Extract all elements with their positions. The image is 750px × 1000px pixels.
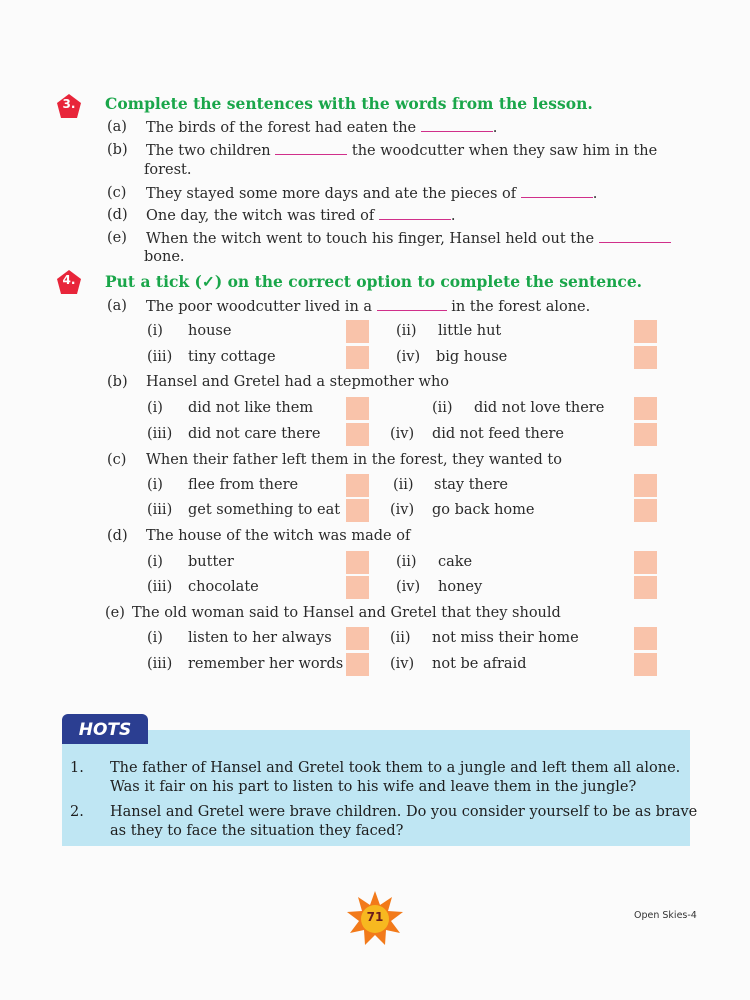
book-title: Open Skies-4	[634, 910, 697, 921]
tick-box[interactable]	[346, 499, 369, 522]
page-number: 71	[366, 910, 384, 924]
hots-item-1-line-2: Was it fair on his part to listen to his wife and leave them in the jungle?	[110, 779, 637, 795]
tick-box[interactable]	[634, 653, 657, 676]
option-label: (i)	[147, 323, 163, 339]
question-4-heading: Put a tick (✓) on the correct option to complete the sentence.	[105, 272, 643, 291]
option-label: (iii)	[147, 426, 173, 442]
tick-box[interactable]	[634, 320, 657, 343]
q4-item-e-stem: The old woman said to Hansel and Gretel that they should	[132, 605, 561, 621]
q3-item-a-label: (a)	[107, 119, 127, 135]
hots-item-2-line-1: Hansel and Gretel were brave children. Do you consider yourself to be as brave	[110, 804, 698, 820]
hots-item-2-line-2: as they to face the situation they faced?	[110, 823, 404, 839]
option-text: go back home	[432, 502, 535, 518]
option-text: butter	[188, 554, 234, 570]
option-text: listen to her always	[188, 630, 332, 646]
option-text: did not love there	[474, 400, 605, 416]
tick-box[interactable]	[634, 474, 657, 497]
option-text: stay there	[434, 477, 508, 493]
option-text: not miss their home	[432, 630, 579, 646]
option-text: flee from there	[188, 477, 299, 493]
option-label: (iii)	[147, 579, 173, 595]
tick-box[interactable]	[634, 397, 657, 420]
option-text: house	[188, 323, 232, 339]
option-label: (i)	[147, 630, 163, 646]
q4-item-d-label: (d)	[107, 528, 128, 544]
q4-item-a-stem-text: The poor woodcutter lived in a	[146, 299, 373, 315]
question-4-badge	[56, 269, 82, 295]
option-label: (i)	[147, 554, 163, 570]
option-text: tiny cottage	[188, 349, 276, 365]
option-text: did not like them	[188, 400, 314, 416]
answer-blank[interactable]	[421, 119, 493, 132]
hots-item-1-number: 1.	[70, 760, 84, 776]
q3-item-e	[146, 230, 671, 247]
option-label: (ii)	[393, 477, 414, 493]
option-text: remember her words	[188, 656, 344, 672]
q3-item-e-cont: bone.	[144, 249, 185, 265]
tick-box[interactable]	[634, 423, 657, 446]
q4-item-b-label: (b)	[107, 374, 128, 390]
question-3-number: 3.	[62, 97, 76, 111]
hots-tab	[62, 714, 148, 744]
option-label: (iii)	[147, 349, 173, 365]
q3-item-b-cont: forest.	[144, 162, 192, 178]
tick-box[interactable]	[346, 397, 369, 420]
answer-blank[interactable]	[599, 230, 671, 243]
option-text: honey	[438, 579, 483, 595]
hots-title: HOTS	[78, 720, 132, 740]
q3-item-d-label: (d)	[107, 207, 128, 223]
option-text: get something to eat	[188, 502, 341, 518]
option-label: (ii)	[390, 630, 411, 646]
q3-item-b	[146, 142, 657, 159]
tick-box[interactable]	[346, 576, 369, 599]
question-3-badge	[56, 93, 82, 119]
tick-box[interactable]	[346, 474, 369, 497]
option-label: (ii)	[396, 323, 417, 339]
tick-box[interactable]	[346, 627, 369, 650]
tick-box[interactable]	[346, 551, 369, 574]
tick-box[interactable]	[634, 576, 657, 599]
q3-item-e-text: When the witch went to touch his finger, Hansel held out the	[146, 231, 595, 247]
answer-blank[interactable]	[377, 298, 447, 311]
option-label: (iv)	[390, 502, 415, 518]
option-label: (iv)	[396, 579, 421, 595]
q3-item-d-text: One day, the witch was tired of	[146, 208, 375, 224]
q4-item-a-stem-text-2: in the forest alone.	[451, 299, 591, 315]
option-text: did not feed there	[432, 426, 564, 442]
q4-item-c-label: (c)	[107, 452, 127, 468]
q3-item-e-label: (e)	[107, 230, 127, 246]
tick-box[interactable]	[634, 499, 657, 522]
q4-item-d-stem: The house of the witch was made of	[146, 528, 411, 544]
answer-blank[interactable]	[275, 142, 347, 155]
option-label: (i)	[147, 400, 163, 416]
option-label: (iv)	[396, 349, 421, 365]
tick-box[interactable]	[634, 346, 657, 369]
option-label: (iii)	[147, 502, 173, 518]
answer-blank[interactable]	[521, 185, 593, 198]
page-number-badge	[346, 890, 404, 948]
question-3-heading: Complete the sentences with the words from the lesson.	[105, 94, 593, 113]
q4-item-a-label: (a)	[107, 298, 127, 314]
q3-item-b-text: The two children	[146, 143, 271, 159]
tick-box[interactable]	[634, 627, 657, 650]
q3-item-c-label: (c)	[107, 185, 127, 201]
option-label: (iii)	[147, 656, 173, 672]
option-text: little hut	[438, 323, 502, 339]
q3-item-c-text: They stayed some more days and ate the pieces of	[146, 186, 517, 202]
q4-item-e-label: (e)	[105, 605, 125, 621]
tick-box[interactable]	[346, 653, 369, 676]
hots-item-2-number: 2.	[70, 804, 84, 820]
q3-item-b-label: (b)	[107, 142, 128, 158]
answer-blank[interactable]	[379, 207, 451, 220]
q3-item-d	[146, 207, 455, 224]
option-label: (iv)	[390, 656, 415, 672]
q4-item-b-stem: Hansel and Gretel had a stepmother who	[146, 374, 450, 390]
option-label: (ii)	[432, 400, 453, 416]
option-label: (iv)	[390, 426, 415, 442]
q3-item-c-end: .	[592, 186, 598, 202]
tick-box[interactable]	[346, 346, 369, 369]
option-text: chocolate	[188, 579, 259, 595]
q3-item-b-text-2: the woodcutter when they saw him in the	[351, 143, 658, 159]
hots-item-1-line-1: The father of Hansel and Gretel took them to a jungle and left them all alone.	[110, 760, 681, 776]
q3-item-a	[146, 119, 497, 136]
q4-item-a-stem	[146, 298, 590, 315]
option-label: (i)	[147, 477, 163, 493]
option-text: not be afraid	[432, 656, 527, 672]
option-label: (ii)	[396, 554, 417, 570]
option-text: cake	[438, 554, 473, 570]
tick-box[interactable]	[346, 423, 369, 446]
question-4-number: 4.	[62, 273, 76, 287]
q3-item-d-end: .	[450, 208, 456, 224]
tick-box[interactable]	[634, 551, 657, 574]
q3-item-a-text: The birds of the forest had eaten the	[146, 120, 417, 136]
q4-item-c-stem: When their father left them in the forest, they wanted to	[146, 452, 562, 468]
option-text: did not care there	[188, 426, 321, 442]
q3-item-c	[146, 185, 597, 202]
option-text: big house	[436, 349, 508, 365]
tick-box[interactable]	[346, 320, 369, 343]
q3-item-a-end: .	[492, 120, 498, 136]
